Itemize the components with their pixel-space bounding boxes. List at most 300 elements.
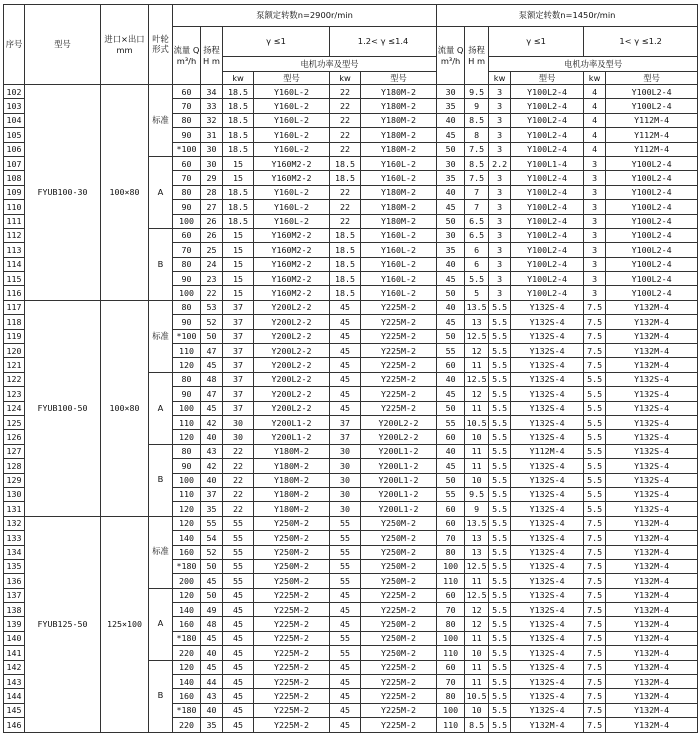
motor1-2900: Y250M-2 — [254, 516, 330, 530]
motor1-1450: Y100L2-4 — [511, 85, 584, 99]
motor1-2900: Y160L-2 — [254, 142, 330, 156]
head-2900: 50 — [201, 588, 223, 602]
head-2900: 29 — [201, 171, 223, 185]
motor2-2900: Y250M-2 — [361, 559, 437, 573]
row-number: 121 — [4, 358, 25, 372]
row-number: 141 — [4, 646, 25, 660]
header-flow-1450: 流量 Q m³/h — [437, 27, 465, 85]
kw2-2900: 45 — [330, 703, 361, 717]
kw1-2900: 55 — [223, 545, 254, 559]
motor1-1450: Y132S-4 — [511, 502, 584, 516]
head-2900: 45 — [201, 401, 223, 415]
motor2-1450: Y132S-4 — [606, 401, 698, 415]
kw2-1450: 7.5 — [584, 315, 606, 329]
kw2-2900: 18.5 — [330, 272, 361, 286]
header-motor-1450: 电机功率及型号 — [489, 57, 698, 72]
head-2900: 37 — [201, 487, 223, 501]
motor2-1450: Y100L2-4 — [606, 85, 698, 99]
kw2-2900: 22 — [330, 113, 361, 127]
motor2-2900: Y180M-2 — [361, 113, 437, 127]
head-2900: 26 — [201, 228, 223, 242]
motor2-1450: Y100L2-4 — [606, 243, 698, 257]
kw2-1450: 7.5 — [584, 358, 606, 372]
impeller-type: 标准 — [149, 85, 173, 157]
head-2900: 33 — [201, 99, 223, 113]
head-2900: 54 — [201, 531, 223, 545]
flow-1450: 60 — [437, 502, 465, 516]
motor1-2900: Y160L-2 — [254, 200, 330, 214]
pump-model: FYUB125-50 — [25, 516, 101, 732]
head-1450: 13.5 — [465, 300, 489, 314]
flow-2900: 70 — [173, 99, 201, 113]
flow-2900: 160 — [173, 617, 201, 631]
motor2-2900: Y180M-2 — [361, 85, 437, 99]
header-inlet-outlet: 进口×出口 mm — [101, 5, 149, 85]
flow-1450: 35 — [437, 99, 465, 113]
kw2-2900: 18.5 — [330, 257, 361, 271]
row-number: 103 — [4, 99, 25, 113]
flow-1450: 80 — [437, 617, 465, 631]
impeller-type: B — [149, 444, 173, 516]
kw1-2900: 45 — [223, 617, 254, 631]
head-2900: 52 — [201, 545, 223, 559]
flow-1450: 100 — [437, 631, 465, 645]
kw1-1450: 5.5 — [489, 401, 511, 415]
head-1450: 11 — [465, 631, 489, 645]
row-number: 139 — [4, 617, 25, 631]
impeller-type: 标准 — [149, 300, 173, 372]
flow-2900: 110 — [173, 415, 201, 429]
flow-1450: 60 — [437, 660, 465, 674]
header-gamma2-1450: 1< γ ≤1.2 — [584, 27, 698, 57]
head-2900: 31 — [201, 128, 223, 142]
row-number: 106 — [4, 142, 25, 156]
kw2-1450: 3 — [584, 200, 606, 214]
kw2-1450: 4 — [584, 113, 606, 127]
motor2-2900: Y225M-2 — [361, 372, 437, 386]
row-number: 118 — [4, 315, 25, 329]
head-1450: 7 — [465, 185, 489, 199]
kw2-2900: 55 — [330, 559, 361, 573]
motor1-2900: Y250M-2 — [254, 559, 330, 573]
kw2-2900: 45 — [330, 300, 361, 314]
kw1-2900: 22 — [223, 473, 254, 487]
table-header — [4, 5, 698, 85]
header-kw: kw — [330, 72, 361, 85]
head-1450: 12.5 — [465, 372, 489, 386]
impeller-type: A — [149, 372, 173, 444]
kw1-1450: 3 — [489, 286, 511, 300]
kw2-1450: 3 — [584, 243, 606, 257]
motor2-1450: Y100L2-4 — [606, 171, 698, 185]
motor2-1450: Y132M-4 — [606, 617, 698, 631]
head-1450: 11 — [465, 358, 489, 372]
flow-2900: 140 — [173, 531, 201, 545]
head-1450: 10.5 — [465, 415, 489, 429]
header-type: 型号 — [606, 72, 698, 85]
kw2-2900: 45 — [330, 329, 361, 343]
motor2-2900: Y225M-2 — [361, 660, 437, 674]
head-1450: 6.5 — [465, 214, 489, 228]
motor1-1450: Y100L2-4 — [511, 113, 584, 127]
flow-2900: 100 — [173, 473, 201, 487]
motor1-2900: Y180M-2 — [254, 459, 330, 473]
flow-1450: 45 — [437, 459, 465, 473]
motor2-2900: Y250M-2 — [361, 574, 437, 588]
motor2-2900: Y250M-2 — [361, 646, 437, 660]
kw2-2900: 45 — [330, 617, 361, 631]
row-number: 116 — [4, 286, 25, 300]
head-2900: 34 — [201, 85, 223, 99]
motor1-1450: Y100L2-4 — [511, 286, 584, 300]
kw2-2900: 37 — [330, 430, 361, 444]
kw2-2900: 45 — [330, 675, 361, 689]
motor1-1450: Y132S-4 — [511, 387, 584, 401]
motor1-1450: Y132S-4 — [511, 372, 584, 386]
head-2900: 35 — [201, 502, 223, 516]
flow-2900: 200 — [173, 574, 201, 588]
motor1-2900: Y225M-2 — [254, 588, 330, 602]
kw1-1450: 5.5 — [489, 329, 511, 343]
kw1-1450: 5.5 — [489, 689, 511, 703]
flow-1450: 30 — [437, 228, 465, 242]
kw1-2900: 18.5 — [223, 214, 254, 228]
head-2900: 22 — [201, 286, 223, 300]
kw1-1450: 5.5 — [489, 660, 511, 674]
head-2900: 40 — [201, 473, 223, 487]
head-1450: 13 — [465, 531, 489, 545]
header-gamma1-2900: γ ≤1 — [223, 27, 330, 57]
head-1450: 12 — [465, 387, 489, 401]
motor1-1450: Y132S-4 — [511, 358, 584, 372]
kw1-2900: 30 — [223, 415, 254, 429]
kw1-1450: 3 — [489, 200, 511, 214]
motor1-1450: Y100L2-4 — [511, 214, 584, 228]
row-number: 109 — [4, 185, 25, 199]
row-number: 131 — [4, 502, 25, 516]
kw2-2900: 22 — [330, 99, 361, 113]
motor2-1450: Y132M-4 — [606, 631, 698, 645]
motor2-2900: Y250M-2 — [361, 617, 437, 631]
kw2-2900: 55 — [330, 531, 361, 545]
motor2-2900: Y160L-2 — [361, 228, 437, 242]
motor1-2900: Y160M2-2 — [254, 243, 330, 257]
motor2-1450: Y100L2-4 — [606, 99, 698, 113]
row-number: 135 — [4, 559, 25, 573]
flow-2900: 100 — [173, 401, 201, 415]
head-1450: 8.5 — [465, 718, 489, 732]
kw2-1450: 3 — [584, 272, 606, 286]
header-head-1450: 扬程 H m — [465, 27, 489, 85]
kw1-2900: 18.5 — [223, 99, 254, 113]
motor1-2900: Y250M-2 — [254, 574, 330, 588]
kw1-2900: 45 — [223, 689, 254, 703]
kw1-2900: 45 — [223, 646, 254, 660]
kw1-1450: 5.5 — [489, 646, 511, 660]
flow-2900: 80 — [173, 185, 201, 199]
motor1-2900: Y160L-2 — [254, 214, 330, 228]
motor1-2900: Y225M-2 — [254, 689, 330, 703]
head-1450: 9 — [465, 99, 489, 113]
motor2-1450: Y132M-4 — [606, 660, 698, 674]
motor2-2900: Y250M-2 — [361, 516, 437, 530]
inlet-outlet-size: 100×80 — [101, 300, 149, 516]
motor2-1450: Y132M-4 — [606, 545, 698, 559]
kw1-1450: 5.5 — [489, 675, 511, 689]
head-2900: 45 — [201, 660, 223, 674]
header-type: 型号 — [361, 72, 437, 85]
flow-2900: 100 — [173, 286, 201, 300]
motor2-1450: Y112M-4 — [606, 142, 698, 156]
motor1-1450: Y132S-4 — [511, 588, 584, 602]
kw2-1450: 3 — [584, 156, 606, 170]
flow-1450: 40 — [437, 185, 465, 199]
pump-spec-table — [3, 4, 698, 733]
kw2-2900: 55 — [330, 631, 361, 645]
kw2-2900: 22 — [330, 214, 361, 228]
kw1-2900: 15 — [223, 286, 254, 300]
head-1450: 11 — [465, 459, 489, 473]
kw1-2900: 22 — [223, 487, 254, 501]
row-number: 133 — [4, 531, 25, 545]
kw2-2900: 30 — [330, 502, 361, 516]
kw2-1450: 3 — [584, 257, 606, 271]
kw2-1450: 7.5 — [584, 531, 606, 545]
motor1-1450: Y132S-4 — [511, 473, 584, 487]
impeller-type: A — [149, 156, 173, 228]
motor2-1450: Y132M-4 — [606, 329, 698, 343]
head-1450: 13 — [465, 545, 489, 559]
flow-1450: 60 — [437, 588, 465, 602]
head-2900: 48 — [201, 372, 223, 386]
head-1450: 9.5 — [465, 487, 489, 501]
head-1450: 6.5 — [465, 228, 489, 242]
kw1-1450: 5.5 — [489, 372, 511, 386]
row-number: 102 — [4, 85, 25, 99]
motor1-2900: Y225M-2 — [254, 631, 330, 645]
motor1-1450: Y132S-4 — [511, 415, 584, 429]
kw2-1450: 7.5 — [584, 660, 606, 674]
motor1-1450: Y132S-4 — [511, 675, 584, 689]
kw1-2900: 45 — [223, 603, 254, 617]
header-flow-2900: 流量 Q m³/h — [173, 27, 201, 85]
row-number: 145 — [4, 703, 25, 717]
kw1-2900: 22 — [223, 444, 254, 458]
motor2-1450: Y132S-4 — [606, 430, 698, 444]
motor2-2900: Y225M-2 — [361, 344, 437, 358]
motor2-2900: Y225M-2 — [361, 387, 437, 401]
kw1-2900: 37 — [223, 329, 254, 343]
motor1-2900: Y250M-2 — [254, 545, 330, 559]
head-2900: 55 — [201, 516, 223, 530]
motor1-1450: Y132S-4 — [511, 487, 584, 501]
flow-1450: 50 — [437, 329, 465, 343]
motor1-1450: Y132S-4 — [511, 401, 584, 415]
motor1-2900: Y200L2-2 — [254, 315, 330, 329]
kw2-2900: 18.5 — [330, 171, 361, 185]
head-1450: 11 — [465, 660, 489, 674]
kw2-1450: 5.5 — [584, 430, 606, 444]
kw1-2900: 15 — [223, 243, 254, 257]
head-1450: 9 — [465, 502, 489, 516]
flow-2900: 80 — [173, 113, 201, 127]
flow-2900: 120 — [173, 516, 201, 530]
flow-2900: *180 — [173, 559, 201, 573]
motor1-1450: Y100L2-4 — [511, 128, 584, 142]
motor2-2900: Y160L-2 — [361, 257, 437, 271]
flow-2900: 80 — [173, 372, 201, 386]
motor2-1450: Y132M-4 — [606, 559, 698, 573]
header-kw: kw — [223, 72, 254, 85]
kw1-2900: 55 — [223, 516, 254, 530]
head-2900: 49 — [201, 603, 223, 617]
motor1-2900: Y180M-2 — [254, 487, 330, 501]
motor1-1450: Y132S-4 — [511, 315, 584, 329]
kw2-2900: 45 — [330, 689, 361, 703]
motor1-1450: Y132S-4 — [511, 603, 584, 617]
motor1-1450: Y132S-4 — [511, 617, 584, 631]
kw2-1450: 5.5 — [584, 459, 606, 473]
row-number: 146 — [4, 718, 25, 732]
motor2-2900: Y225M-2 — [361, 401, 437, 415]
table-row — [4, 85, 698, 99]
kw1-1450: 5.5 — [489, 459, 511, 473]
flow-2900: 120 — [173, 358, 201, 372]
table-row — [4, 300, 698, 314]
motor2-1450: Y132S-4 — [606, 372, 698, 386]
pump-model: FYUB100-30 — [25, 85, 101, 301]
motor1-2900: Y225M-2 — [254, 617, 330, 631]
row-number: 129 — [4, 473, 25, 487]
kw1-1450: 5.5 — [489, 574, 511, 588]
kw1-2900: 18.5 — [223, 128, 254, 142]
kw1-1450: 5.5 — [489, 430, 511, 444]
motor2-2900: Y180M-2 — [361, 185, 437, 199]
header-motor-2900: 电机功率及型号 — [223, 57, 437, 72]
motor2-1450: Y132M-4 — [606, 718, 698, 732]
motor2-1450: Y100L2-4 — [606, 185, 698, 199]
motor2-1450: Y132M-4 — [606, 689, 698, 703]
kw1-2900: 15 — [223, 257, 254, 271]
flow-1450: 50 — [437, 142, 465, 156]
motor2-1450: Y132M-4 — [606, 531, 698, 545]
flow-1450: 100 — [437, 559, 465, 573]
flow-2900: 140 — [173, 675, 201, 689]
motor1-1450: Y100L2-4 — [511, 142, 584, 156]
kw2-1450: 7.5 — [584, 329, 606, 343]
flow-1450: 110 — [437, 646, 465, 660]
head-1450: 11 — [465, 401, 489, 415]
flow-2900: 70 — [173, 243, 201, 257]
kw2-1450: 3 — [584, 171, 606, 185]
head-1450: 10 — [465, 473, 489, 487]
motor1-2900: Y225M-2 — [254, 675, 330, 689]
kw2-1450: 7.5 — [584, 603, 606, 617]
kw2-2900: 45 — [330, 718, 361, 732]
motor2-2900: Y250M-2 — [361, 631, 437, 645]
motor2-1450: Y132S-4 — [606, 487, 698, 501]
kw1-2900: 37 — [223, 358, 254, 372]
kw2-2900: 55 — [330, 545, 361, 559]
motor1-2900: Y160M2-2 — [254, 257, 330, 271]
inlet-outlet-size: 100×80 — [101, 85, 149, 301]
motor1-1450: Y132S-4 — [511, 660, 584, 674]
kw2-1450: 3 — [584, 286, 606, 300]
flow-2900: 120 — [173, 502, 201, 516]
motor2-2900: Y180M-2 — [361, 214, 437, 228]
motor2-2900: Y160L-2 — [361, 286, 437, 300]
head-2900: 40 — [201, 646, 223, 660]
header-gamma2-2900: 1.2< γ ≤1.4 — [330, 27, 437, 57]
motor2-2900: Y225M-2 — [361, 329, 437, 343]
head-2900: 35 — [201, 718, 223, 732]
row-number: 104 — [4, 113, 25, 127]
kw2-2900: 18.5 — [330, 286, 361, 300]
motor2-2900: Y200L2-2 — [361, 415, 437, 429]
kw1-1450: 3 — [489, 214, 511, 228]
head-1450: 10 — [465, 703, 489, 717]
kw1-1450: 5.5 — [489, 718, 511, 732]
motor1-1450: Y132S-4 — [511, 430, 584, 444]
kw1-1450: 3 — [489, 113, 511, 127]
kw2-2900: 45 — [330, 315, 361, 329]
motor1-1450: Y132S-4 — [511, 545, 584, 559]
head-1450: 11 — [465, 444, 489, 458]
head-2900: 32 — [201, 113, 223, 127]
kw1-1450: 3 — [489, 243, 511, 257]
motor2-1450: Y132S-4 — [606, 444, 698, 458]
motor1-1450: Y100L2-4 — [511, 257, 584, 271]
kw2-2900: 45 — [330, 401, 361, 415]
motor1-2900: Y180M-2 — [254, 502, 330, 516]
head-1450: 6 — [465, 257, 489, 271]
flow-2900: *100 — [173, 329, 201, 343]
row-number: 114 — [4, 257, 25, 271]
motor2-1450: Y100L2-4 — [606, 156, 698, 170]
head-1450: 12 — [465, 617, 489, 631]
motor1-1450: Y132S-4 — [511, 344, 584, 358]
head-2900: 30 — [201, 156, 223, 170]
head-2900: 47 — [201, 387, 223, 401]
flow-2900: 160 — [173, 689, 201, 703]
motor2-1450: Y100L2-4 — [606, 257, 698, 271]
kw2-2900: 45 — [330, 358, 361, 372]
flow-1450: 50 — [437, 473, 465, 487]
head-2900: 23 — [201, 272, 223, 286]
head-1450: 5 — [465, 286, 489, 300]
kw2-2900: 45 — [330, 372, 361, 386]
head-1450: 11 — [465, 574, 489, 588]
motor1-1450: Y100L2-4 — [511, 185, 584, 199]
kw2-1450: 7.5 — [584, 689, 606, 703]
flow-1450: 55 — [437, 415, 465, 429]
motor1-1450: Y100L2-4 — [511, 200, 584, 214]
kw1-1450: 3 — [489, 228, 511, 242]
motor2-1450: Y132M-4 — [606, 646, 698, 660]
flow-1450: 110 — [437, 574, 465, 588]
motor2-2900: Y200L1-2 — [361, 459, 437, 473]
kw1-2900: 30 — [223, 430, 254, 444]
kw1-1450: 3 — [489, 272, 511, 286]
head-1450: 9.5 — [465, 85, 489, 99]
flow-1450: 35 — [437, 171, 465, 185]
flow-2900: 90 — [173, 272, 201, 286]
kw1-1450: 5.5 — [489, 603, 511, 617]
flow-1450: 45 — [437, 315, 465, 329]
kw2-2900: 22 — [330, 185, 361, 199]
motor1-2900: Y225M-2 — [254, 646, 330, 660]
flow-1450: 50 — [437, 401, 465, 415]
